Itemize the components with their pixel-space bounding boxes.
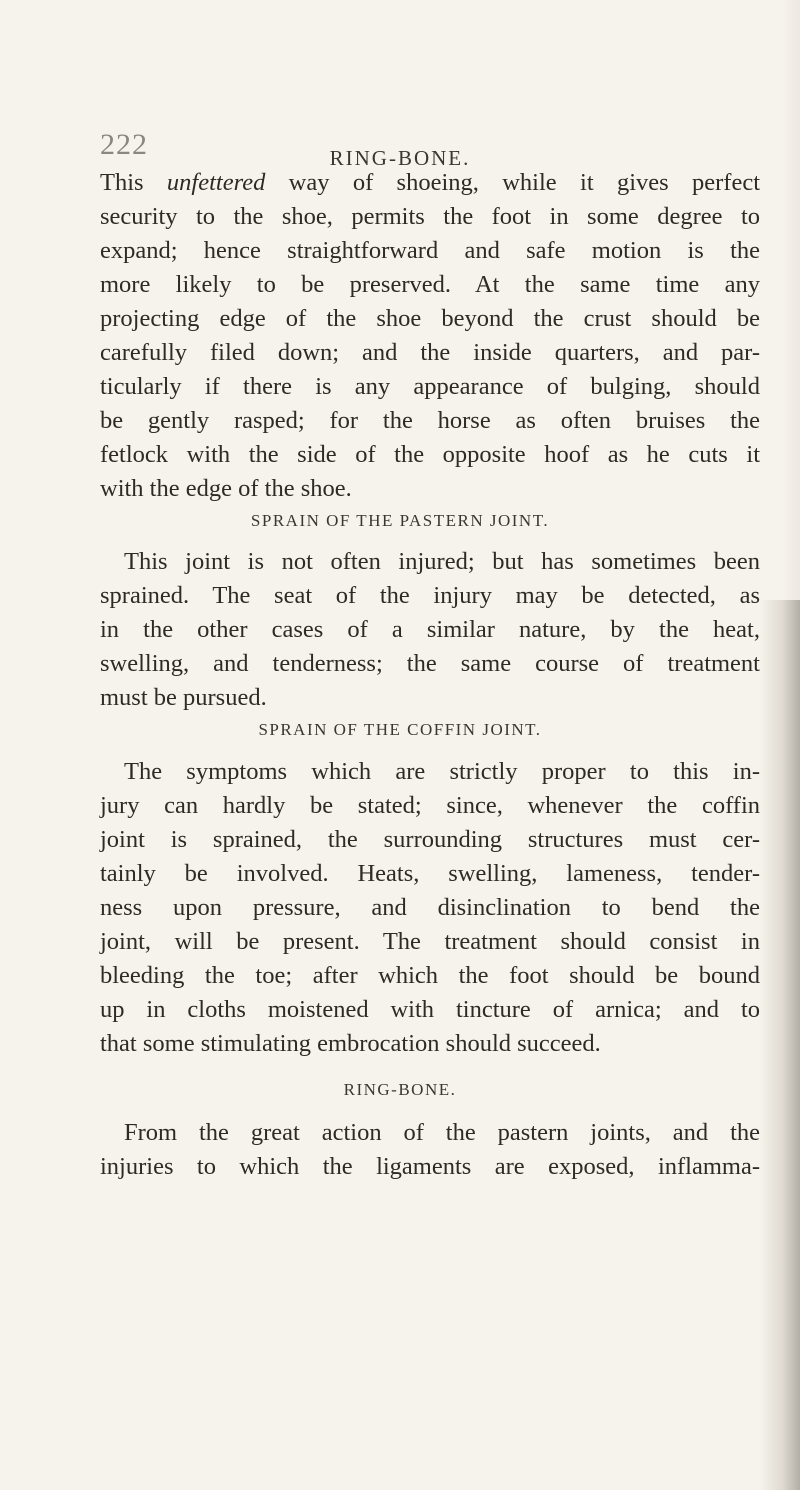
text-line: must be pursued. — [100, 684, 267, 711]
page-number: 222 — [100, 128, 148, 161]
pastern-paragraph — [100, 545, 760, 715]
coffin-paragraph — [100, 755, 760, 1061]
text-line: more likely to be preserved. At the same time any — [100, 271, 760, 298]
text-line: in the other cases of a similar nature, by the heat, — [100, 616, 760, 643]
text-line: This joint is not often injured; but has sometimes been — [124, 548, 760, 575]
text-line: ticularly if there is any appearance of bulging, should — [100, 373, 760, 400]
section-heading-pastern: SPRAIN OF THE PASTERN JOINT. — [250, 511, 550, 530]
text-line: From the great action of the pastern joints, and the — [124, 1119, 760, 1146]
text-line: expand; hence straightforward and safe motion is the — [100, 237, 760, 264]
text-line: be gently rasped; for the horse as often bruises the — [100, 407, 760, 434]
text-line: This unfettered way of shoeing, while it gives perfect — [100, 169, 761, 196]
text-line: sprained. The seat of the injury may be detected, as — [100, 582, 760, 609]
text-line: The symptoms which are strictly proper to this in- — [124, 758, 760, 785]
text-line: injuries to which the ligaments are exposed, inflamma- — [100, 1153, 760, 1180]
text-line: joint is sprained, the surrounding structures must cer- — [100, 826, 760, 853]
running-head: RING-BONE. — [329, 146, 471, 170]
text-line: that some stimulating embrocation should succeed. — [100, 1030, 601, 1057]
text-line: ness upon pressure, and disinclination to bend the — [100, 894, 760, 921]
text-line: jury can hardly be stated; since, whenever the coffin — [100, 792, 760, 819]
text-line: bleeding the toe; after which the foot should be bound — [100, 962, 760, 989]
text-line: joint, will be present. The treatment should consist in — [100, 928, 760, 955]
text-line: tainly be involved. Heats, swelling, lameness, tender- — [100, 860, 760, 887]
page-edge-shadow-top — [782, 0, 800, 600]
ringbone-paragraph — [100, 1116, 760, 1184]
text-line: fetlock with the side of the opposite hoof as he cuts it — [100, 441, 760, 468]
text-line: with the edge of the shoe. — [100, 475, 352, 502]
section-heading-coffin: SPRAIN OF THE COFFIN JOINT. — [258, 720, 542, 739]
text-line: carefully filed down; and the inside quarters, and par- — [100, 339, 760, 366]
text-line: swelling, and tenderness; the same course of treatment — [100, 650, 760, 677]
intro-paragraph — [100, 166, 760, 506]
text-line: security to the shoe, permits the foot in some degree to — [100, 203, 760, 230]
text-line: projecting edge of the shoe beyond the crust should be — [100, 305, 760, 332]
text-line: up in cloths moistened with tincture of arnica; and to — [100, 996, 760, 1023]
italic-word: unfettered — [166, 169, 266, 196]
section-heading-ringbone: RING-BONE. — [343, 1080, 457, 1099]
